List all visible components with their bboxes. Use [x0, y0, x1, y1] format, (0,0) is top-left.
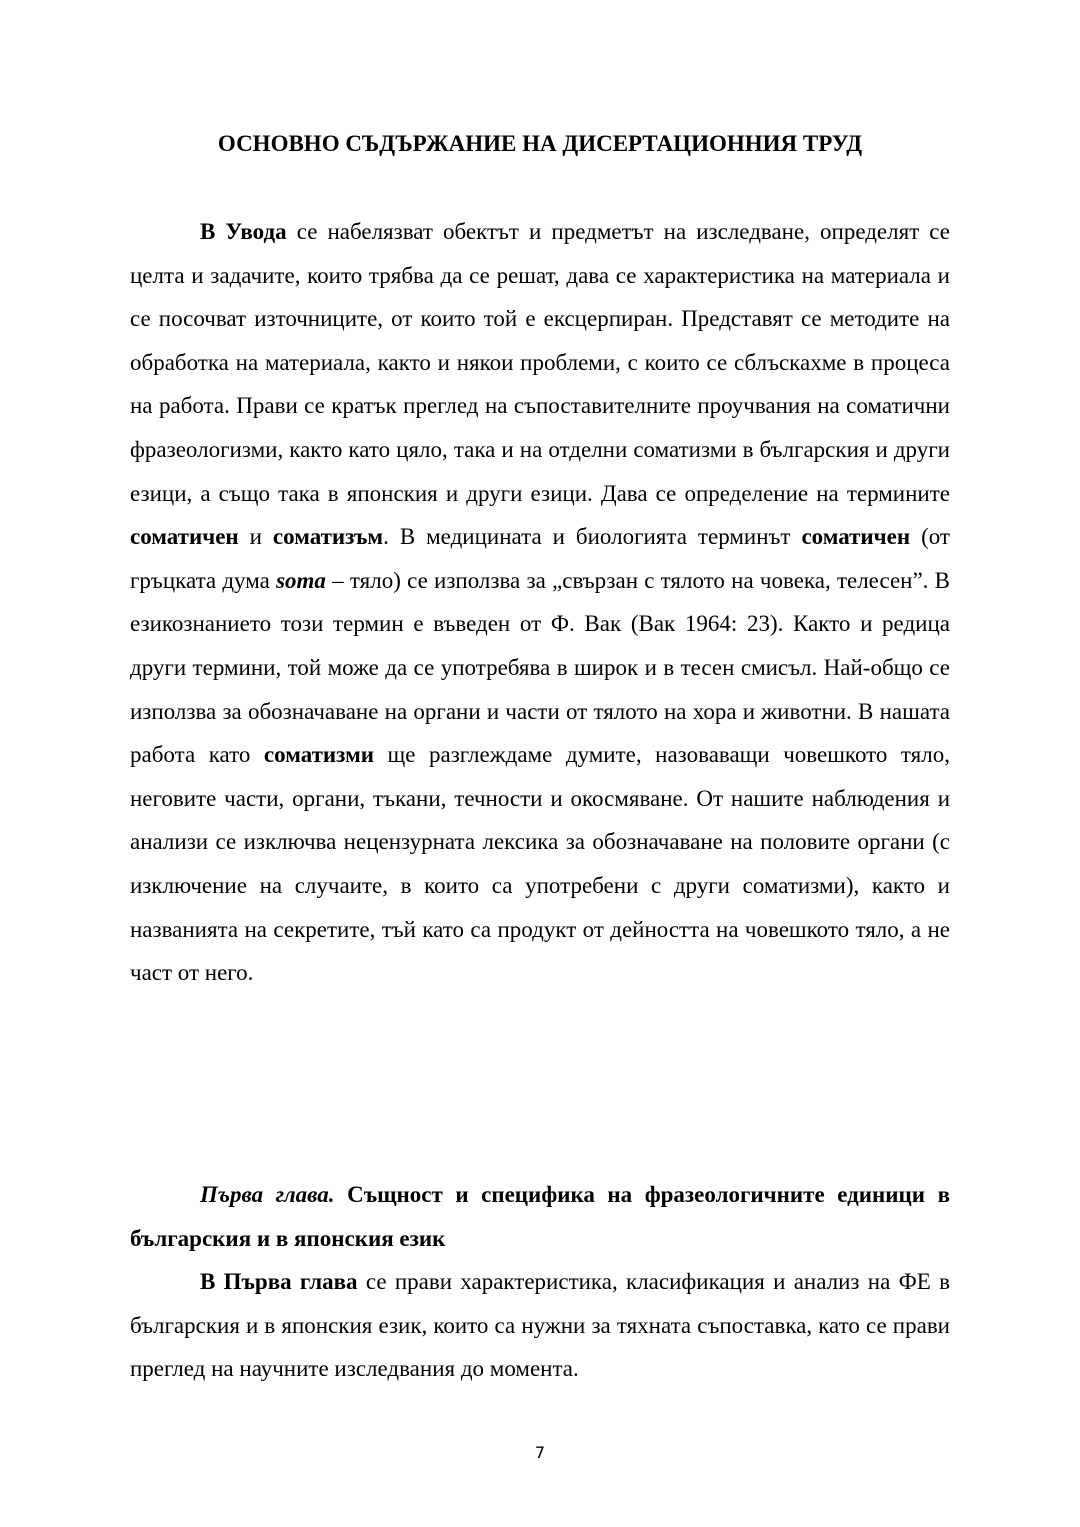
term-somatic-2: соматичен: [801, 524, 911, 550]
term-somatisms: соматизми: [263, 742, 374, 768]
intro-text-4: – тяло) се използва за „свързан с тялото на човека, телесен”. В езикознанието този термин е въведен от Ф. Вак (Вак 1964: 23). Както и редица други термини, той може да се употребява в широк и в тесен смисъл. Най-общо се използва за обозначаване на органи и части от тялото на хора и животни. В нашата работа като: [130, 567, 950, 768]
intro-paragraph: [130, 210, 950, 995]
page-number: 7: [534, 1443, 546, 1462]
term-somatism: соматизъм: [272, 524, 384, 550]
intro-text-2: . В медицината и биологията терминът: [383, 524, 802, 550]
chapter-title-rest: Същност и специфика на фразеологичните единици в българския и в японския език: [130, 1182, 950, 1251]
intro-conjunction: и: [238, 524, 273, 550]
term-somatic: соматичен: [130, 524, 239, 550]
chapter-title-italic: Първа глава.: [200, 1182, 335, 1207]
intro-text-3: (от гръцката дума: [130, 524, 950, 593]
chapter-title: [130, 1173, 950, 1260]
chapter-text: се прави характеристика, класификация и анализ на ФЕ в българския и в японския език, които са нужни за тяхната съпоставка, като се прави преглед на научните изследвания до момента.: [130, 1269, 950, 1382]
term-soma: soma: [276, 567, 326, 593]
chapter-lead: В Първа глава: [200, 1269, 358, 1294]
intro-text-5: ще разглеждаме думите, назоваващи човешкото тяло, неговите части, органи, тъкани, течности и окосмяване. От нашите наблюдения и анализи се изключва нецензурната лексика за обозначаване на половите органи (с изключение на случаите, в които са употребени с други соматизми), както и названията на секретите, тъй като са продукт от дейността на човешкото тяло, а не част от него.: [130, 742, 950, 986]
chapter-paragraph: [130, 1260, 950, 1391]
intro-lead: В Увода: [200, 219, 287, 244]
section-heading: ОСНОВНО СЪДЪРЖАНИЕ НА ДИСЕРТАЦИОННИЯ ТРУД: [217, 131, 863, 156]
intro-text-1: се набелязват обектът и предметът на изследване, определят се целта и задачите, които трябва да се решат, дава се характеристика на материала и се посочват източниците, от които той е ексцерпиран. Представят се методите на обработка на материала, както и някои проблеми, с които се сблъскахме в процеса на работа. Прави се кратък преглед на съпоставителните проучвания на соматични фразеологизми, както като цяло, така и на отделни соматизми в българския и други езици, а също така в японския и други езици. Дава се определение на термините: [130, 219, 950, 506]
